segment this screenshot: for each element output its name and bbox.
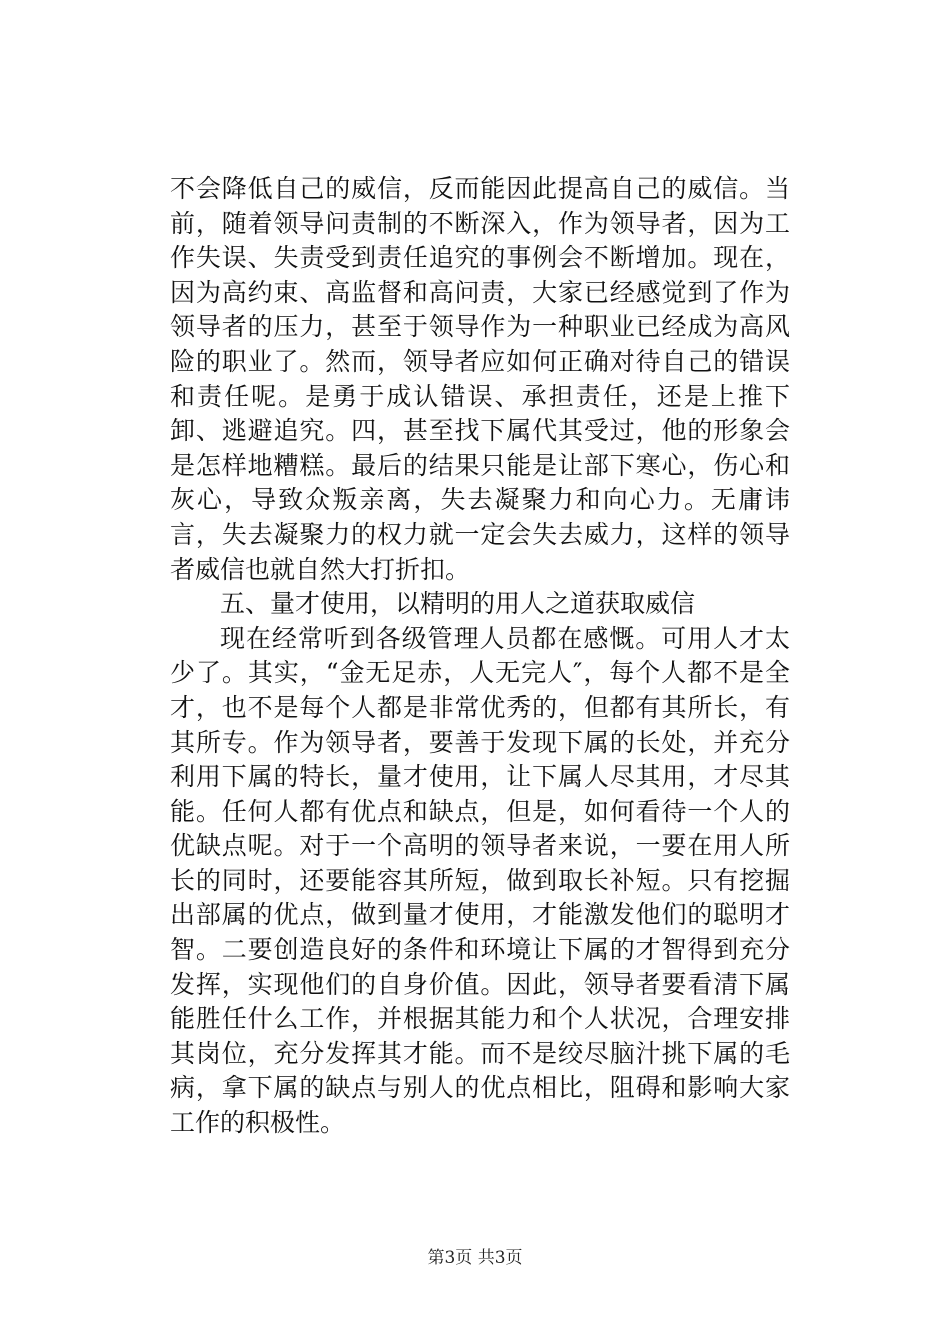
document-body <box>170 172 790 1141</box>
section-heading: 五、量才使用，以精明的用人之道获取威信 <box>220 589 696 619</box>
paragraph-continuation: 不会降低自己的威信，反而能因此提高自己的威信。当前，随着领导问责制的不断深入，作为领导者，因为工作失误、失责受到责任追究的事例会不断增加。现在，因为高约束、高监督和高问责，大家已经感觉到了作为领导者的压力，甚至于领导作为一种职业已经成为高风险的职业了。然而，领导者应如何正确对待自己的错误和责任呢。是勇于成认错误、承担责任，还是上推下卸、逃避追究。四，甚至找下属代其受过，他的形象会是怎样地糟糕。最后的结果只能是让部下寒心，伤心和灰心，导致众叛亲离，失去凝聚力和向心力。无庸讳言，失去凝聚力的权力就一定会失去威力，这样的领导者威信也就自然大打折扣。 <box>170 174 790 584</box>
page-number-footer: 第3页 共3页 <box>427 1248 523 1268</box>
paragraph-body: 现在经常听到各级管理人员都在感慨。可用人才太少了。其实，“金无足赤，人无完人″，每个人都不是全才，也不是每个人都是非常优秀的，但都有其所长，有其所专。作为领导者，要善于发现下属的长处，并充分利用下属的特长，量才使用，让下属人尽其用，才尽其能。任何人都有优点和缺点，但是，如何看待一个人的优缺点呢。对于一个高明的领导者来说，一要在用人所长的同时，还要能容其所短，做到取长补短。只有挖掘出部属的优点，做到量才使用，才能激发他们的聪明才智。二要创造良好的条件和环境让下属的才智得到充分发挥，实现他们的自身价值。因此，领导者要看清下属能胜任什么工作，并根据其能力和个人状况，合理安排其岗位，充分发挥其才能。而不是绞尽脑汁挑下属的毛病，拿下属的缺点与别人的优点相比，阻碍和影响大家工作的积极性。 <box>170 623 790 1138</box>
